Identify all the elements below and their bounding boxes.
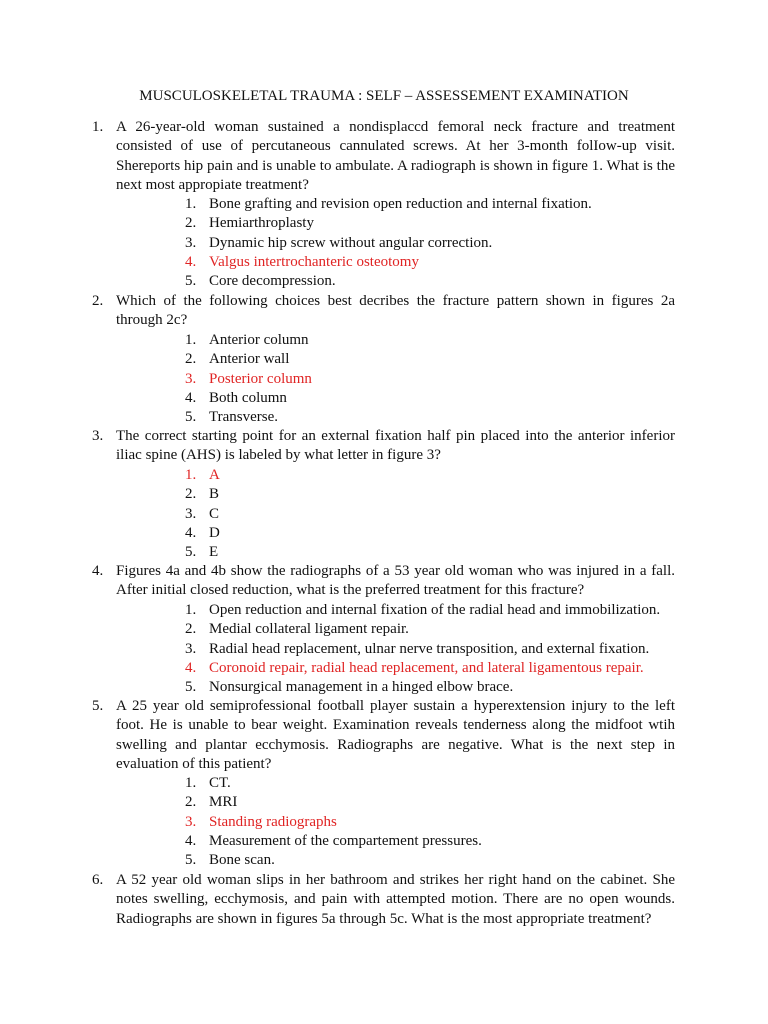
page-title: MUSCULOSKELETAL TRAUMA : SELF – ASSESSEMENT EXAMINATION [139,88,629,104]
answer-option-number: 1. [185,602,197,618]
answer-option-text: Bone grafting and revision open reduction and internal fixation. [209,196,592,212]
answer-option-text: Radial head replacement, ulnar nerve transposition, and external fixation. [209,640,650,657]
answer-option-number: 3. [185,234,197,251]
question-number: 2. [92,293,104,309]
answer-option-number: 3. [185,505,197,522]
answer-option-text: Anterior wall [209,351,290,368]
answer-option-number: 2. [185,794,197,811]
answer-option-number: 5. [185,852,197,869]
answer-option-number: 3. [185,813,197,830]
answer-option-text: CT. [209,775,231,791]
answer-option-text: Transverse. [209,409,279,426]
question-number: 3. [92,428,104,444]
answer-option-text: Dynamic hip screw without angular correction. [209,234,493,251]
answer-option-text: Bone scan. [209,852,275,869]
question-text: A 26-year-old woman sustained a nondisplaccd femoral neck fracture and treatment consisted of use of percutaneous cannulated screws. At her 3-month folIow-up visit. Shereports hip pain and is unable to ambulate. A radiograph is shown in figure 1. What is the next most appropiate treatment? [116,119,675,193]
answer-option-text: Posterior column [209,370,312,387]
answer-option-number: 4. [185,832,197,849]
answer-option-text: Medial collateral ligament repair. [209,621,409,638]
answer-option-number: 4. [185,524,197,541]
answer-option-text: Hemiarthroplasty [209,215,314,232]
answer-option-text: Core decompression. [209,273,336,290]
answer-option-text: C [209,505,220,522]
answer-option-number: 5. [185,273,197,290]
answer-option-number: 5. [185,679,197,696]
answer-option-number: 2. [185,621,197,638]
question-number: 1. [92,119,104,135]
answer-option-number: 1. [185,196,197,212]
answer-option-text: Measurement of the compartement pressures. [209,832,482,849]
answer-option-text: Standing radiographs [209,813,337,830]
answer-option-text: Anterior column [209,332,309,348]
question-text: Which of the following choices best decribes the fracture pattern shown in figures 2a through 2c? [116,293,675,329]
answer-option-number: 4. [185,253,197,270]
answer-option-text: D [209,524,220,541]
answer-option-text: MRI [209,794,238,811]
answer-option-text: Nonsurgical management in a hinged elbow brace. [209,679,514,696]
question-text: Figures 4a and 4b show the radiographs of a 53 year old woman who was injured in a fall. After initial closed reduction, what is the preferred treatment for this fracture? [116,563,675,599]
answer-option-number: 1. [185,467,197,483]
answer-option-number: 5. [185,544,197,561]
question-text: The correct starting point for an external fixation half pin placed into the anterior inferior iliac spine (AHS) is labeled by what letter in figure 3? [116,428,675,464]
answer-option-number: 3. [185,640,197,657]
question-number: 4. [92,563,104,579]
answer-option-text: Both column [209,389,287,406]
answer-option-number: 2. [185,486,197,503]
answer-option-number: 1. [185,332,197,348]
answer-option-number: 4. [185,389,197,406]
answer-option-number: 1. [185,775,197,791]
answer-option-text: A [209,467,220,483]
answer-option-text: Open reduction and internal fixation of the radial head and immobilization. [209,602,661,618]
answer-option-number: 3. [185,370,197,387]
answer-option-number: 2. [185,215,197,232]
question-number: 5. [92,698,104,714]
question-text: A 52 year old woman slips in her bathroom and strikes her right hand on the cabinet. She notes swelling, ecchymosis, and pain with attempted motion. There are no open wounds. Radiographs are shown in figures 5a through 5c. What is the most appropriate treatment? [116,872,675,927]
answer-option-text: Coronoid repair, radial head replacement, and lateral ligamentous repair. [209,659,644,676]
question-text: A 25 year old semiprofessional football player sustain a hyperextension injury to the left foot. He is unable to bear weight. Examination reveals tenderness along the midfoot wtih swelling and plantar ecchymosis. Radiographs are negative. What is the next step in evaluation of this patient? [116,698,675,772]
answer-option-number: 5. [185,409,197,426]
answer-option-text: B [209,486,220,503]
answer-option-number: 4. [185,659,197,676]
question-number: 6. [92,872,104,888]
answer-option-text: E [209,544,219,561]
answer-option-text: Valgus intertrochanteric osteotomy [209,253,419,270]
answer-option-number: 2. [185,351,197,368]
